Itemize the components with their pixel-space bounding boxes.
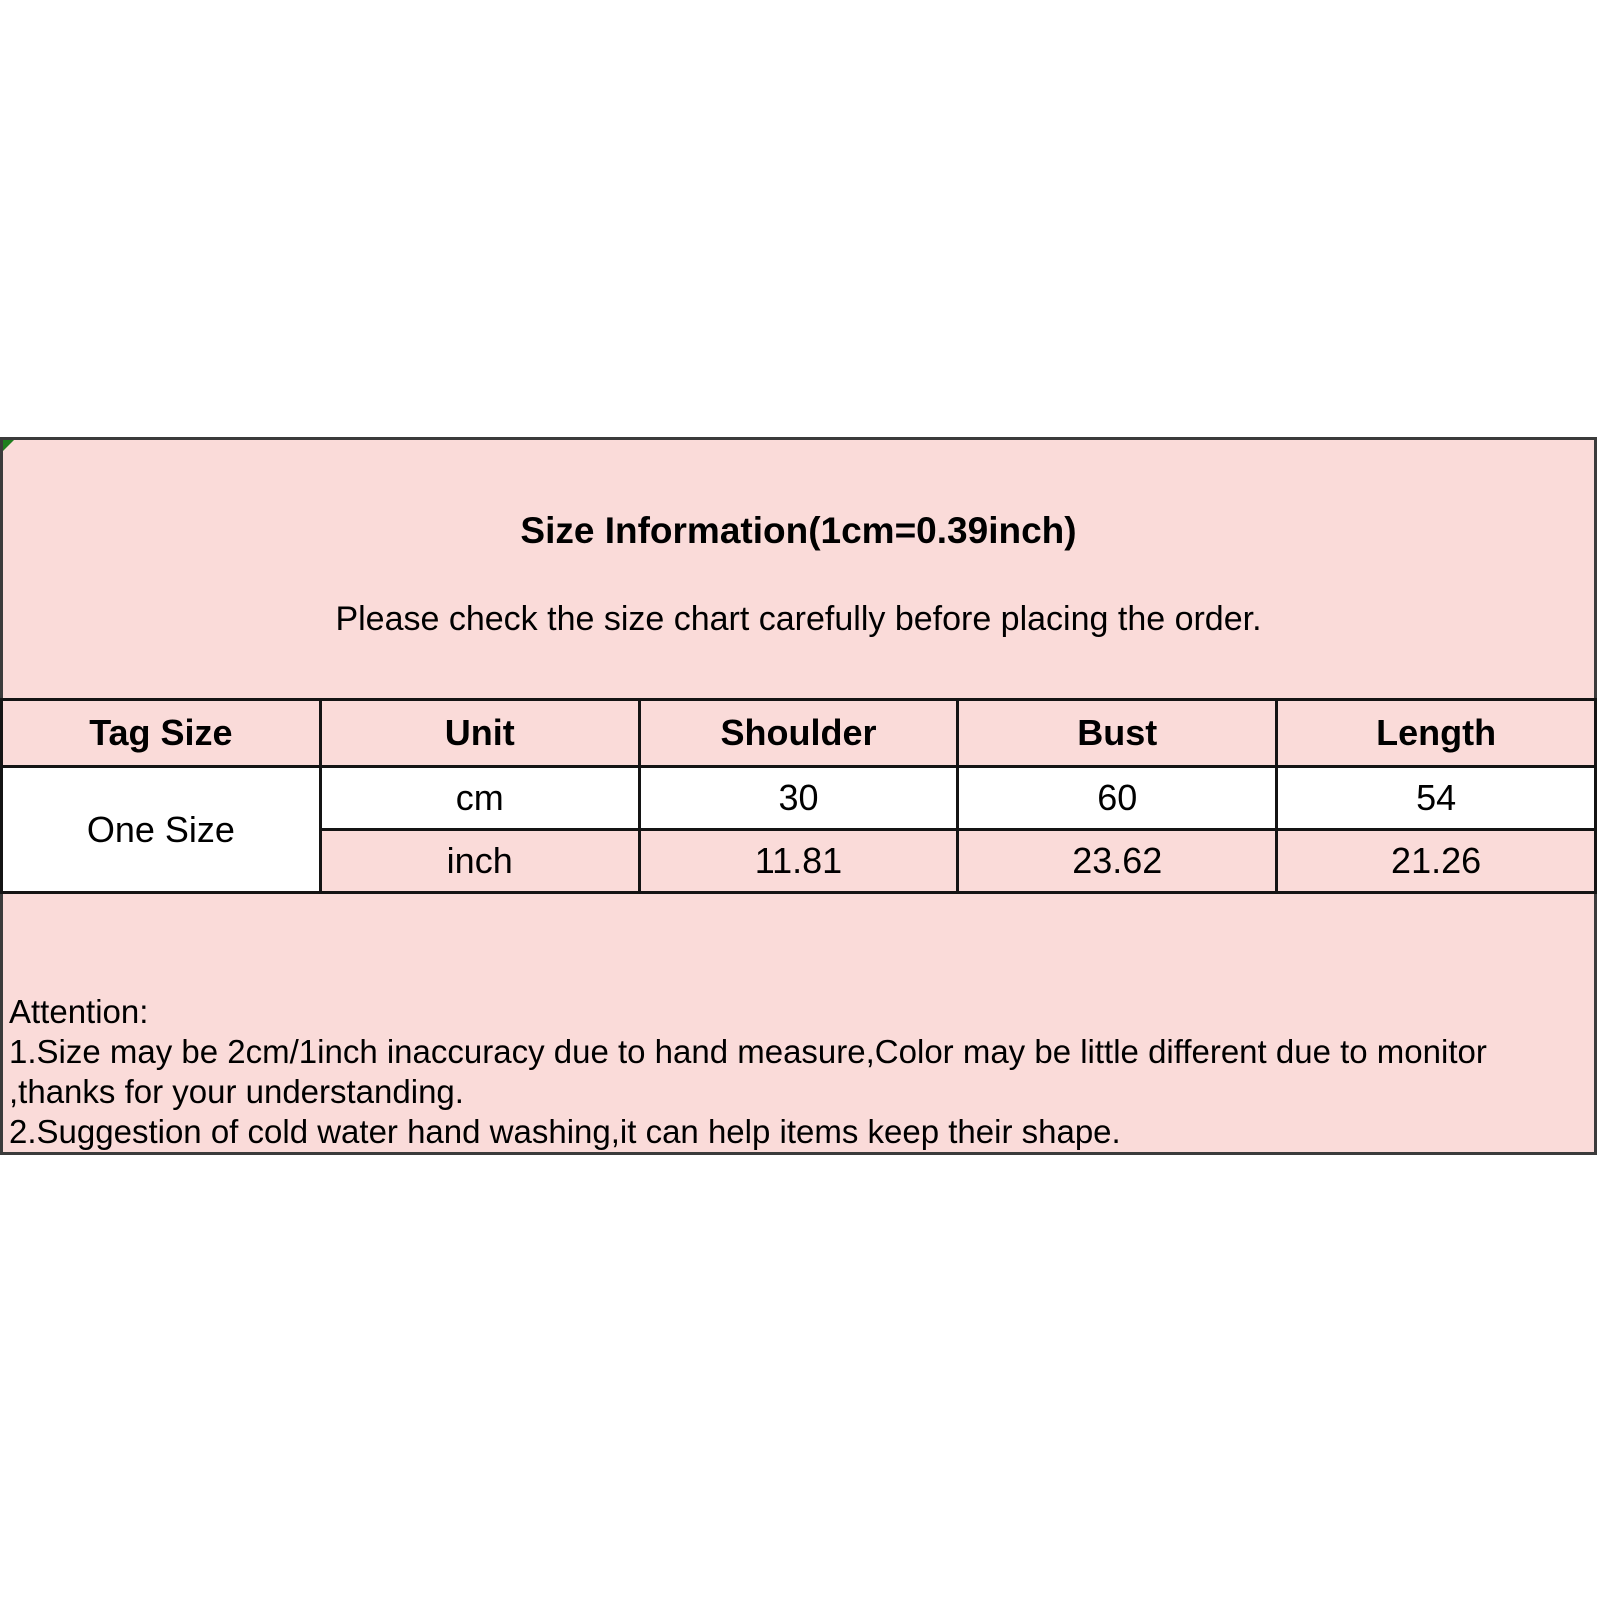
table-header-row [2, 700, 1596, 767]
col-header-unit: Unit [320, 700, 639, 767]
col-header-tag-size: Tag Size [2, 700, 321, 767]
attention-line-1: 1.Size may be 2cm/1inch inaccuracy due to hand measure,Color may be little different due to monitor [9, 1033, 1487, 1070]
bust-inch-value: 23.62 [958, 830, 1277, 893]
attention-line-2: ,thanks for your understanding. [9, 1073, 464, 1110]
attention-line-3: 2.Suggestion of cold water hand washing,it can help items keep their shape. [9, 1113, 1121, 1150]
length-cm-value: 54 [1277, 767, 1596, 830]
shoulder-cm-value: 30 [639, 767, 958, 830]
table-row-cm [2, 767, 1596, 830]
shoulder-inch-value: 11.81 [639, 830, 958, 893]
size-info-title: Size Information(1cm=0.39inch) [520, 510, 1077, 551]
size-info-panel [0, 437, 1597, 1155]
tag-size-cell: One Size [2, 767, 321, 893]
col-header-shoulder: Shoulder [639, 700, 958, 767]
unit-cell-inch: inch [320, 830, 639, 893]
length-inch-value: 21.26 [1277, 830, 1596, 893]
green-corner-marker [3, 440, 14, 451]
col-header-length: Length [1277, 700, 1596, 767]
attention-heading: Attention: [9, 993, 149, 1030]
bust-cm-value: 60 [958, 767, 1277, 830]
attention-note [9, 992, 1588, 1152]
col-header-bust: Bust [958, 700, 1277, 767]
unit-cell-cm: cm [320, 767, 639, 830]
size-chart-table [0, 698, 1597, 894]
size-check-notice: Please check the size chart carefully before placing the order. [335, 600, 1262, 638]
